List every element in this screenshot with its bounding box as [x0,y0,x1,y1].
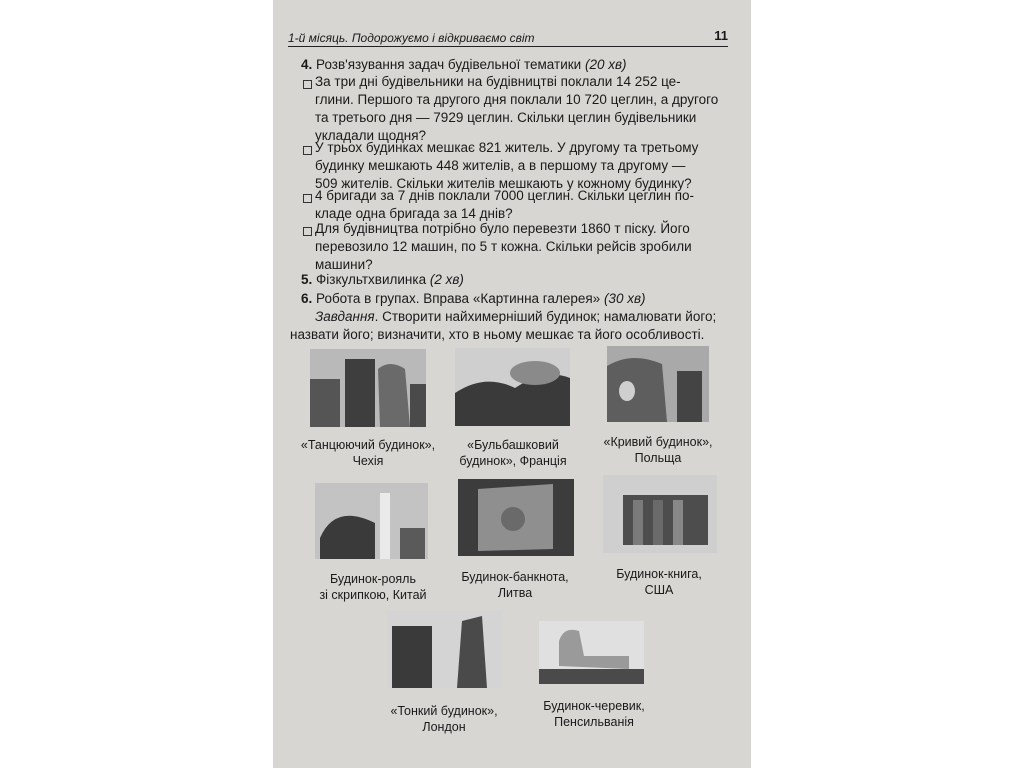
section-5-number: 5. [301,272,313,287]
problem-3-line-2: кладе одна бригада за 14 днів? [315,206,513,221]
section-6-number: 6. [301,291,313,306]
crooked-house-photo [607,346,709,422]
banknote-house-photo [458,479,574,556]
caption-line: Будинок-банкнота, [461,570,569,584]
checkbox-bullet-icon [303,227,312,236]
page-header [288,30,728,47]
section-5-title: Фізкультхвилинка [316,272,427,287]
problem-4-line-1: Для будівництва потрібно було перевезти 1860 т піску. Його [315,221,690,236]
caption-line: «Кривий будинок», [603,435,713,449]
problem-1-line-4: укладали щодня? [315,128,427,143]
caption-line: Чехія [352,454,384,468]
section-6-title: Робота в групах. Вправа «Картинна галерея» [316,291,601,306]
task-label: Завдання [315,309,375,324]
section-5-heading [301,271,464,289]
caption-line: «Бульбашковий [467,438,559,452]
caption-banknote-house [445,569,585,601]
checkbox-bullet-icon [303,194,312,203]
section-4-number: 4. [301,57,313,72]
section-5-time: (2 хв) [429,272,464,287]
caption-shoe-house [524,698,664,730]
problem-1-line-1: За три дні будівельники на будівництві поклали 14 252 це- [315,74,681,89]
dancing-house-photo [310,349,426,427]
problem-1-line-2: глини. Першого та другого дня поклали 10 720 цеглин, а другого [315,92,719,107]
problem-4-line-2: перевозило 12 машин, по 5 т кожна. Скільки рейсів зробили [315,239,692,254]
section-6-task-line-1 [315,308,716,326]
caption-bubble-house [443,437,583,469]
page-number: 11 [714,28,728,43]
caption-line: будинок», Франція [459,454,567,468]
book-page [273,0,751,768]
problem-1-line-3: та третього дня — 7929 цеглин. Скільки цеглин будівельники [315,110,697,125]
problem-4-line-3: машини? [315,257,373,272]
caption-line: Будинок-черевик, [543,699,645,713]
checkbox-bullet-icon [303,80,312,89]
book-house-photo [603,475,717,553]
section-4-heading [301,56,627,74]
section-4-time: (20 хв) [584,57,627,72]
caption-piano-house [303,571,443,603]
problem-2-line-2: будинку мешкають 448 жителів, а в першому та другому — [315,158,686,173]
section-6-task-line-2: назвати його; визначити, хто в ньому мешкає та його особливості. [290,327,705,342]
thin-house-photo [387,611,502,688]
section-6-time: (30 хв) [603,291,646,306]
caption-line: Литва [497,586,533,600]
caption-line: Лондон [422,720,466,734]
caption-line: Будинок-рояль [329,572,416,586]
header-title: 1-й місяць. Подорожуємо і відкриваємо світ [288,31,535,45]
caption-line: Пенсильванія [554,715,634,729]
task-text: . Створити найхимерніший будинок; намалювати його; [374,309,717,324]
bubble-house-photo [455,348,570,426]
caption-line: «Танцюючий будинок», [300,438,436,452]
caption-thin-house [374,703,514,735]
caption-line: США [644,583,674,597]
caption-crooked-house [588,434,728,466]
caption-book-house [589,566,729,598]
section-4-title: Розв'язування задач будівельної тематики [316,57,582,72]
problem-3-line-1: 4 бригади за 7 днів поклали 7000 цеглин. Скільки цеглин по- [315,188,695,203]
shoe-house-photo [539,621,644,684]
caption-line: Будинок-книга, [616,567,702,581]
checkbox-bullet-icon [303,146,312,155]
caption-line: зі скрипкою, Китай [319,588,427,602]
section-6-heading [301,290,646,308]
caption-dancing-house [298,437,438,469]
caption-line: Польща [634,451,682,465]
problem-2-line-3: 509 жителів. Скільки жителів мешкають у кожному будинку? [315,176,692,191]
piano-house-photo [315,483,428,559]
problem-2-line-1: У трьох будинках мешкає 821 житель. У другому та третьому [315,140,699,155]
caption-line: «Тонкий будинок», [390,704,498,718]
